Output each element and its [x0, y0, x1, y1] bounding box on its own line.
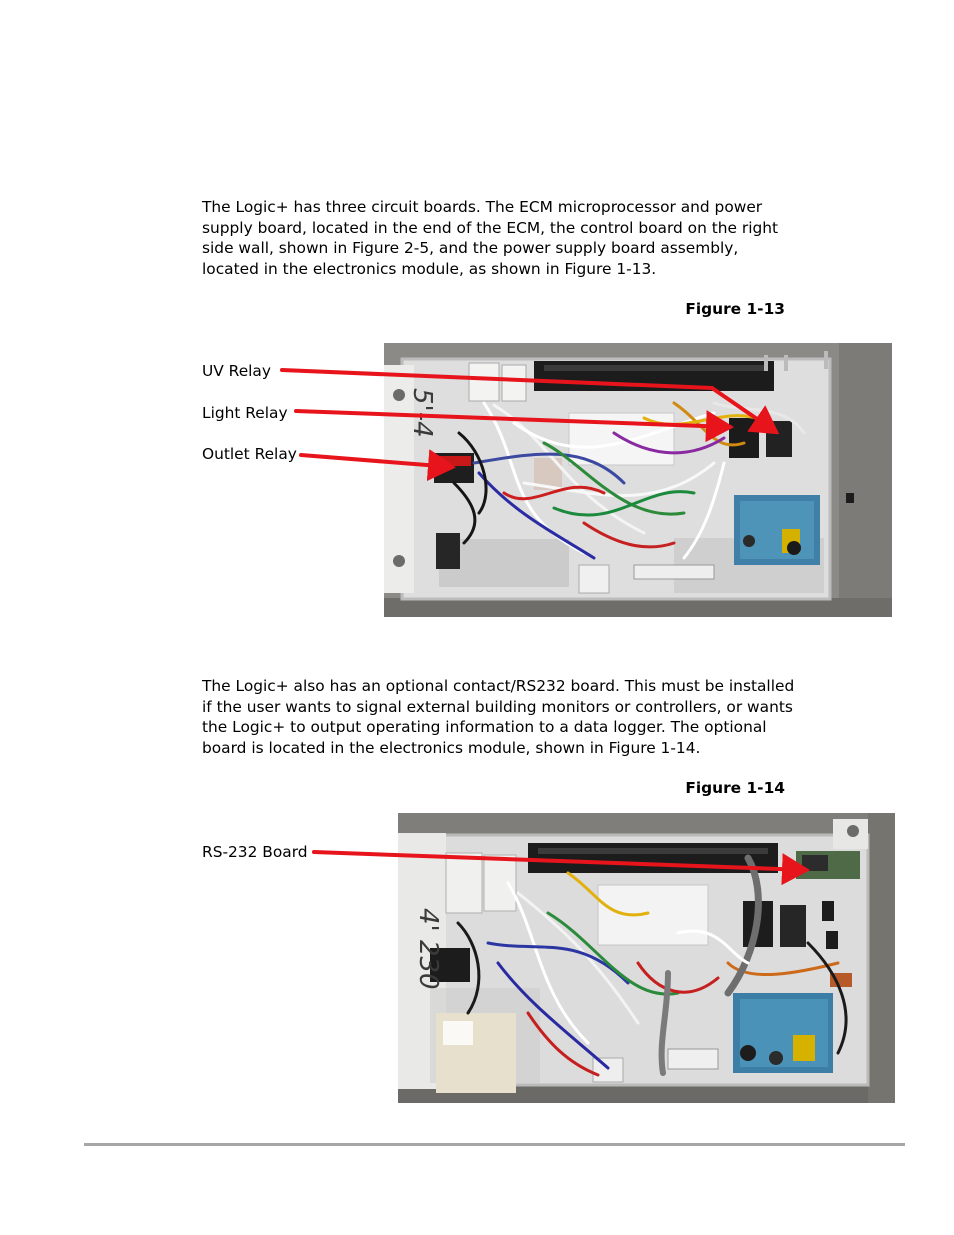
- rs232-board-label: RS-232 Board: [202, 843, 308, 861]
- light-relay-label: Light Relay: [202, 404, 288, 422]
- figure-1-13-title: Figure 1-13: [685, 300, 785, 318]
- intro-paragraph: The Logic+ has three circuit boards. The ECM microprocessor and power supply board, located in the end of the ECM, the control board on the right side wall, shown in Figure 2-5, and the power supply board assembly, located in the electronics module, as shown in Figure 1-13.: [202, 198, 779, 279]
- footer-rule: [84, 1143, 905, 1146]
- uv-relay-label: UV Relay: [202, 362, 271, 380]
- electronics-module-photo: [384, 343, 892, 617]
- electronics-module-rs232-photo: [398, 813, 895, 1103]
- handwriting-5-4: 5'-4: [407, 388, 437, 438]
- figure-1-14-title: Figure 1-14: [685, 779, 785, 797]
- handwriting-4-230: 4' 230: [413, 908, 443, 990]
- optional-board-paragraph: The Logic+ also has an optional contact/RS232 board. This must be installed if the user wants to signal external building monitors or controllers, or wants the Logic+ to output operating information to a data logger. The optional board is located in the electronics module, shown in Figure 1-14.: [202, 677, 795, 758]
- outlet-relay-label: Outlet Relay: [202, 445, 297, 463]
